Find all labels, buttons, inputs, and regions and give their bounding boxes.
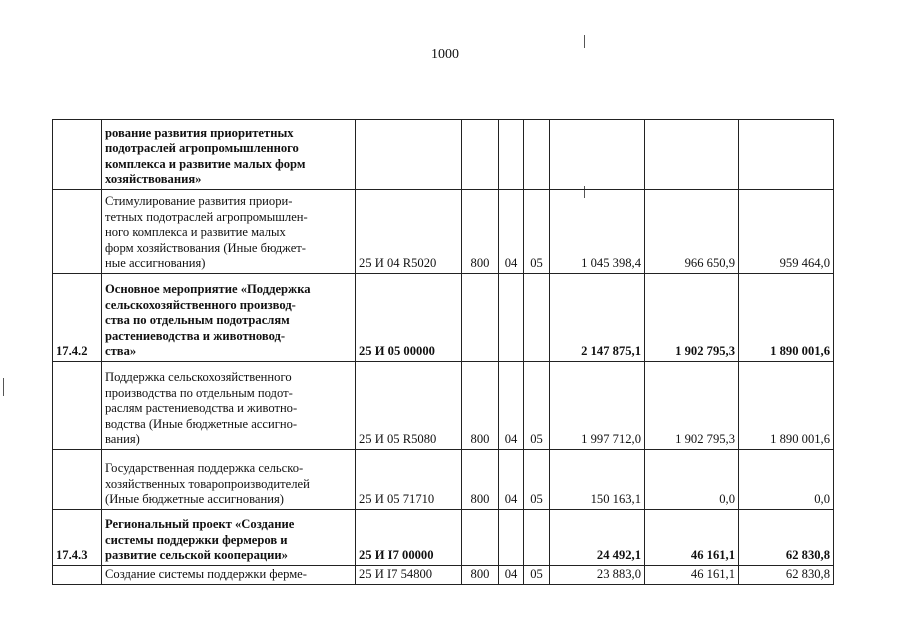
row-target-article: 25 И I7 54800 (356, 566, 462, 585)
row-name-line: раслям растениеводства и животно- (105, 401, 298, 416)
row-subsection: 05 (524, 450, 550, 510)
row-name-line: Региональный проект «Создание (105, 517, 295, 532)
row-name-line: Поддержка сельскохозяйственного (105, 370, 292, 385)
row-section: 04 (499, 362, 524, 450)
row-name-line: тетных подотраслей агропромышлен- (105, 209, 308, 224)
row-target-article: 25 И 04 R5020 (356, 190, 462, 274)
row-amount-year-1: 150 163,1 (550, 450, 645, 510)
row-target-article: 25 И 05 R5080 (356, 362, 462, 450)
table-row (53, 120, 834, 190)
row-subsection (524, 120, 550, 190)
row-section: 04 (499, 566, 524, 585)
row-amount-year-2 (645, 120, 739, 190)
row-amount-year-2: 1 902 795,3 (645, 362, 739, 450)
row-section: 04 (499, 450, 524, 510)
row-subsection: 05 (524, 190, 550, 274)
row-name-line: вания) (105, 432, 140, 447)
row-expense-type (462, 274, 499, 362)
scan-mark-top (584, 35, 585, 48)
row-expense-type (462, 510, 499, 566)
row-name (102, 566, 356, 585)
row-name-line: Государственная поддержка сельско- (105, 461, 304, 476)
row-amount-year-2: 46 161,1 (645, 510, 739, 566)
row-amount-year-1: 24 492,1 (550, 510, 645, 566)
row-amount-year-2: 46 161,1 (645, 566, 739, 585)
row-target-article: 25 И 05 00000 (356, 274, 462, 362)
row-name-line: ного комплекса и развитие малых (105, 225, 286, 240)
row-name-line: Стимулирование развития приори- (105, 194, 293, 209)
row-name-line: растениеводства и животновод- (105, 328, 286, 343)
row-amount-year-1 (550, 120, 645, 190)
row-amount-year-3: 0,0 (739, 450, 834, 510)
row-name-line: водства (Иные бюджетные ассигно- (105, 416, 298, 431)
row-subsection: 05 (524, 362, 550, 450)
row-name-line: системы поддержки фермеров и (105, 532, 288, 547)
row-section (499, 120, 524, 190)
row-name-line: производства по отдельным подот- (105, 385, 293, 400)
budget-table-body (53, 120, 834, 585)
row-name (102, 120, 356, 190)
row-name-line: ные ассигнования) (105, 256, 206, 271)
row-amount-year-3: 1 890 001,6 (739, 274, 834, 362)
table-row (53, 274, 834, 362)
row-amount-year-3: 1 890 001,6 (739, 362, 834, 450)
row-amount-year-1: 2 147 875,1 (550, 274, 645, 362)
row-amount-year-1: 1 997 712,0 (550, 362, 645, 450)
row-name-line: ства» (105, 344, 137, 359)
row-code: 17.4.2 (53, 274, 102, 362)
row-name-line: (Иные бюджетные ассигнования) (105, 492, 284, 507)
row-expense-type: 800 (462, 566, 499, 585)
page-number: 1000 (431, 47, 459, 62)
row-name-line: ства по отдельным подотраслям (105, 313, 290, 328)
table-row (53, 450, 834, 510)
row-subsection: 05 (524, 566, 550, 585)
row-name (102, 450, 356, 510)
row-amount-year-3: 959 464,0 (739, 190, 834, 274)
row-name-line: форм хозяйствования (Иные бюджет- (105, 240, 306, 255)
row-subsection (524, 274, 550, 362)
row-name-line: комплекса и развитие малых форм (105, 156, 306, 171)
row-name-line: Создание системы поддержки ферме- (105, 567, 307, 582)
row-amount-year-2: 966 650,9 (645, 190, 739, 274)
row-name (102, 190, 356, 274)
row-amount-year-1: 1 045 398,4 (550, 190, 645, 274)
row-amount-year-3: 62 830,8 (739, 510, 834, 566)
row-name-line: подотраслей агропромышленного (105, 141, 299, 156)
row-section: 04 (499, 190, 524, 274)
row-name (102, 510, 356, 566)
row-name-line: хозяйственных товаропроизводителей (105, 476, 310, 491)
row-code (53, 450, 102, 510)
table-row (53, 362, 834, 450)
row-name-line: развитие сельской кооперации» (105, 548, 288, 563)
row-name-line: рование развития приоритетных (105, 125, 294, 140)
row-section (499, 510, 524, 566)
row-expense-type (462, 120, 499, 190)
row-target-article (356, 120, 462, 190)
row-section (499, 274, 524, 362)
row-code (53, 190, 102, 274)
table-row (53, 190, 834, 274)
row-amount-year-2: 1 902 795,3 (645, 274, 739, 362)
table-row (53, 566, 834, 585)
table-row (53, 510, 834, 566)
row-name-line: Основное мероприятие «Поддержка (105, 282, 311, 297)
row-code: 17.4.3 (53, 510, 102, 566)
row-name-line: сельскохозяйственного производ- (105, 297, 296, 312)
row-amount-year-3 (739, 120, 834, 190)
row-name (102, 362, 356, 450)
row-amount-year-3: 62 830,8 (739, 566, 834, 585)
row-code (53, 362, 102, 450)
row-expense-type: 800 (462, 450, 499, 510)
row-expense-type: 800 (462, 362, 499, 450)
row-name (102, 274, 356, 362)
budget-table (52, 119, 834, 585)
row-amount-year-1: 23 883,0 (550, 566, 645, 585)
row-code (53, 120, 102, 190)
row-code (53, 566, 102, 585)
row-amount-year-2: 0,0 (645, 450, 739, 510)
row-target-article: 25 И I7 00000 (356, 510, 462, 566)
row-name-line: хозяйствования» (105, 172, 202, 187)
row-target-article: 25 И 05 71710 (356, 450, 462, 510)
scan-mark-left (3, 378, 4, 396)
row-subsection (524, 510, 550, 566)
row-expense-type: 800 (462, 190, 499, 274)
